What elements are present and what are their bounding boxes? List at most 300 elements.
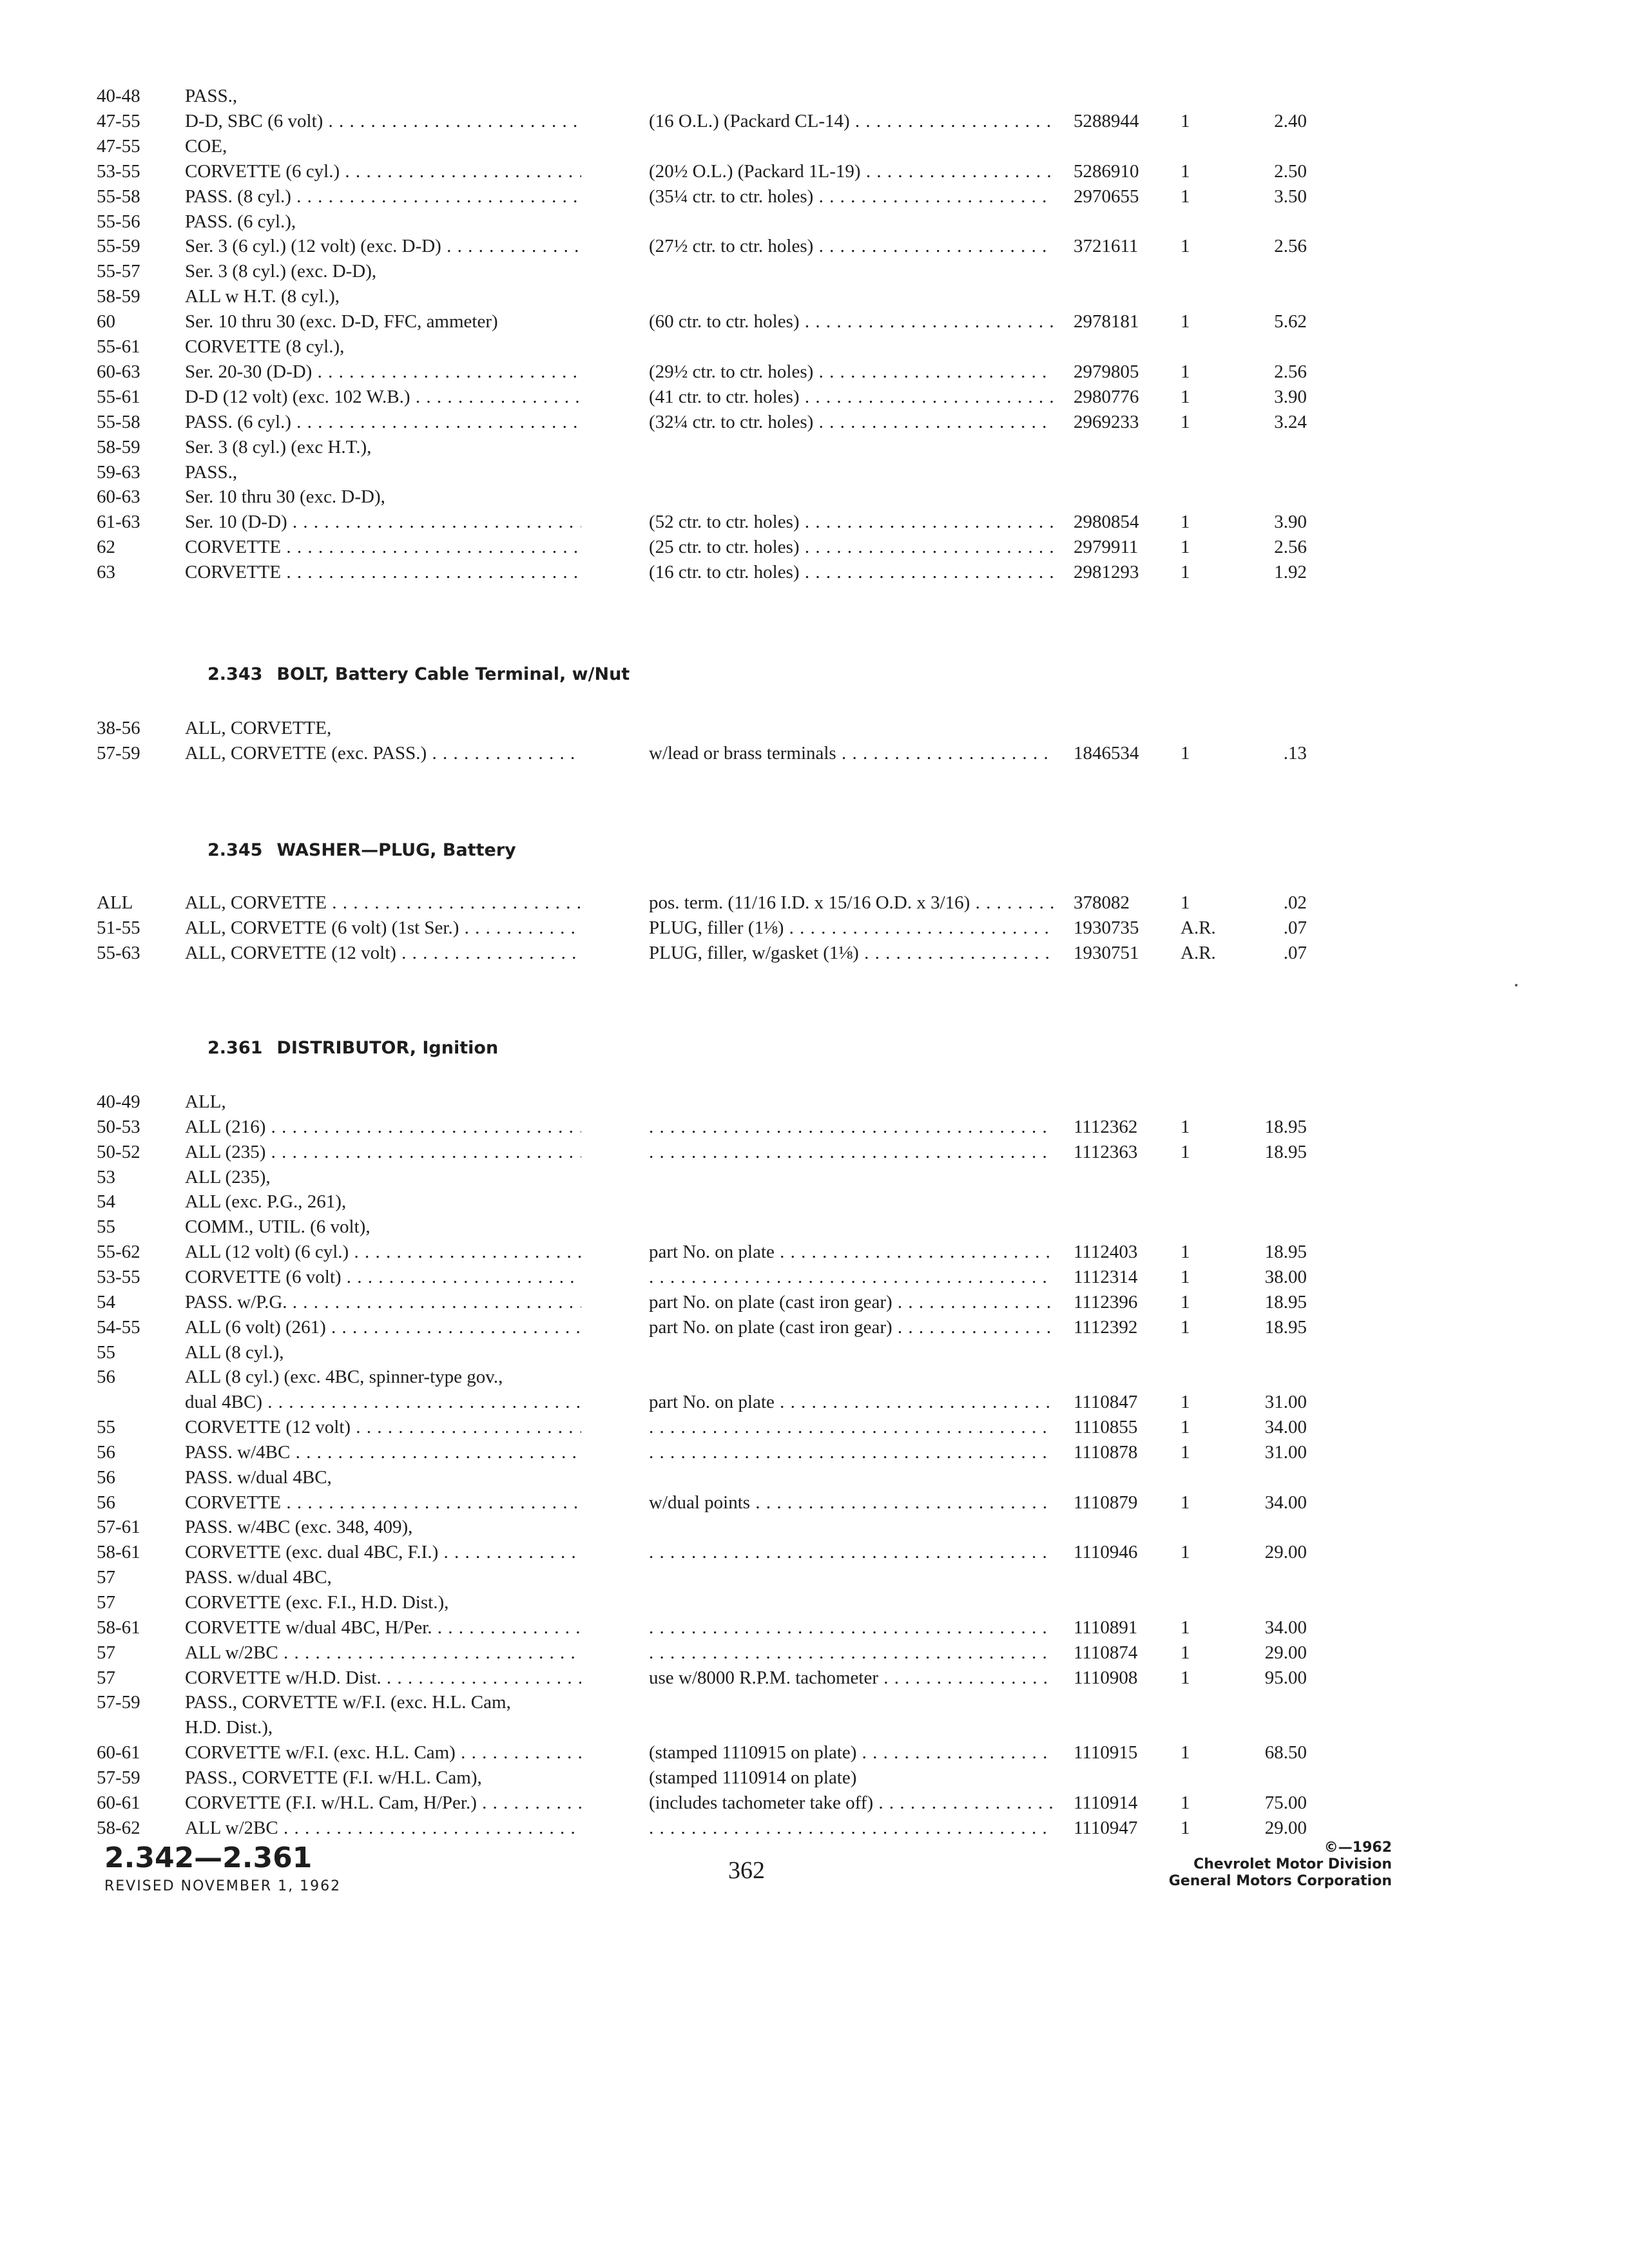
row-part-number-text: 1930735	[1074, 918, 1139, 938]
row-model	[185, 1189, 581, 1215]
row-quantity	[1181, 559, 1232, 585]
row-description	[649, 740, 1054, 766]
row-price	[1236, 740, 1307, 766]
row-model	[185, 284, 581, 309]
row-years	[97, 309, 180, 334]
leader-dots	[327, 892, 581, 913]
row-years-text: 50-52	[97, 1142, 140, 1162]
row-model-text: CORVETTE w/H.D. Dist.	[185, 1667, 381, 1688]
row-model	[185, 940, 581, 966]
row-description	[649, 1414, 1054, 1440]
row-description-text: part No. on plate	[649, 1242, 775, 1262]
leader-dots	[800, 562, 1054, 582]
row-part-number	[1074, 534, 1164, 560]
row-years-text: 58-62	[97, 1818, 140, 1838]
row-part-number	[1074, 1490, 1164, 1515]
row-part-number	[1074, 740, 1164, 766]
row-part-number	[1074, 233, 1164, 259]
row-price	[1236, 1239, 1307, 1265]
row-years	[97, 940, 180, 966]
row-model-text: ALL, CORVETTE (exc. PASS.)	[185, 743, 427, 764]
row-quantity	[1181, 915, 1232, 941]
row-description-text: (20½ O.L.) (Packard 1L-19)	[649, 161, 861, 182]
row-quantity	[1181, 359, 1232, 385]
row-part-number-text: 1112362	[1074, 1117, 1138, 1137]
leader-dots	[262, 1392, 581, 1412]
row-years-text: 55	[97, 1342, 115, 1363]
row-model-text: ALL (6 volt) (261)	[185, 1317, 326, 1338]
table-row	[0, 534, 1629, 560]
row-years-text: 57-59	[97, 1692, 140, 1713]
row-quantity-text: 1	[1181, 1242, 1190, 1262]
table-row	[0, 1715, 1629, 1740]
row-quantity	[1181, 159, 1232, 184]
row-years-text: 60-61	[97, 1792, 140, 1813]
row-description-text: (includes tachometer take off)	[649, 1792, 874, 1813]
row-years	[97, 359, 180, 385]
row-years	[97, 1439, 180, 1465]
table-row	[0, 133, 1629, 159]
row-price-text: 2.56	[1274, 236, 1307, 256]
row-years	[97, 258, 180, 284]
row-price	[1236, 1414, 1307, 1440]
row-model	[185, 1564, 581, 1590]
row-years	[97, 459, 180, 485]
section-title: BOLT, Battery Cable Terminal, w/Nut	[276, 664, 630, 684]
row-years	[97, 1164, 180, 1190]
row-quantity-text: 1	[1181, 1117, 1190, 1137]
row-quantity	[1181, 233, 1232, 259]
row-model	[185, 1514, 581, 1540]
leader-dots	[750, 1492, 1054, 1513]
row-model-text: ALL (216)	[185, 1117, 266, 1137]
row-price-text: 34.00	[1264, 1417, 1307, 1437]
row-model-text: Ser. 20-30 (D-D)	[185, 361, 313, 382]
row-years-text: 57	[97, 1667, 115, 1688]
row-model-text: D-D, SBC (6 volt)	[185, 111, 323, 131]
leader-dots	[287, 1292, 581, 1312]
leader-dots	[432, 1617, 581, 1638]
row-price	[1236, 1314, 1307, 1340]
row-years	[97, 559, 180, 585]
row-model-text: Ser. 3 (8 cyl.) (exc. D-D),	[185, 261, 377, 282]
table-row	[0, 384, 1629, 410]
row-price	[1236, 159, 1307, 184]
row-quantity-text: 1	[1181, 1142, 1190, 1162]
row-quantity	[1181, 1790, 1232, 1816]
row-years-text: 47-55	[97, 111, 140, 131]
row-years	[97, 509, 180, 535]
leader-dots	[892, 1292, 1054, 1312]
leader-dots	[278, 1642, 581, 1663]
table-row	[0, 1490, 1629, 1515]
row-part-number	[1074, 1139, 1164, 1165]
row-quantity	[1181, 1314, 1232, 1340]
table-row	[0, 559, 1629, 585]
row-price	[1236, 1389, 1307, 1415]
row-part-number-text: 2979911	[1074, 537, 1139, 557]
row-years	[97, 1089, 180, 1115]
row-model-text: COE,	[185, 136, 227, 157]
row-years	[97, 1139, 180, 1165]
row-part-number-text: 1110947	[1074, 1818, 1138, 1838]
row-price-text: .07	[1283, 943, 1307, 963]
row-years-text: 55-62	[97, 1242, 140, 1262]
row-model-text: CORVETTE	[185, 562, 282, 582]
row-quantity	[1181, 1439, 1232, 1465]
row-model	[185, 1715, 581, 1740]
row-model-text: ALL (8 cyl.),	[185, 1342, 284, 1363]
row-quantity-text: 1	[1181, 1542, 1190, 1562]
leader-dots	[649, 1142, 1054, 1162]
row-price	[1236, 233, 1307, 259]
row-quantity-text: 1	[1181, 1667, 1190, 1688]
row-price	[1236, 184, 1307, 209]
row-price	[1236, 940, 1307, 966]
row-quantity-text: 1	[1181, 361, 1190, 382]
row-price-text: 75.00	[1264, 1792, 1307, 1813]
row-model	[185, 184, 581, 209]
row-years-text: 57-59	[97, 1767, 140, 1788]
table-row	[0, 1665, 1629, 1691]
row-years	[97, 409, 180, 435]
row-description	[649, 915, 1054, 941]
row-quantity	[1181, 1815, 1232, 1841]
row-model	[185, 409, 581, 435]
row-description-text: (27½ ctr. to ctr. holes)	[649, 236, 814, 256]
row-years-text: 56	[97, 1492, 115, 1513]
row-years-text: 60-61	[97, 1742, 140, 1763]
row-part-number	[1074, 184, 1164, 209]
row-description	[649, 1239, 1054, 1265]
leader-dots	[427, 743, 581, 764]
row-description-text: (stamped 1110915 on plate)	[649, 1742, 857, 1763]
row-years-text: 57-61	[97, 1517, 140, 1537]
row-quantity-text: 1	[1181, 1818, 1190, 1838]
row-part-number-text: 1846534	[1074, 743, 1139, 764]
row-quantity-text: 1	[1181, 236, 1190, 256]
row-description-text: (25 ctr. to ctr. holes)	[649, 537, 800, 557]
row-price	[1236, 1539, 1307, 1565]
leader-dots	[278, 1818, 581, 1838]
row-model	[185, 384, 581, 410]
row-years-text: 55-58	[97, 412, 140, 432]
row-model-text: ALL (exc. P.G., 261),	[185, 1191, 347, 1212]
row-price	[1236, 1665, 1307, 1691]
row-years-text: 57	[97, 1567, 115, 1588]
row-model-text: PASS. (8 cyl.)	[185, 186, 291, 207]
row-part-number-text: 2979805	[1074, 361, 1139, 382]
table-row	[0, 434, 1629, 460]
row-model	[185, 1689, 581, 1715]
footer-publisher	[1057, 1840, 1392, 1890]
table-row	[0, 184, 1629, 209]
row-description	[649, 1439, 1054, 1465]
row-model	[185, 1439, 581, 1465]
row-years	[97, 1364, 180, 1390]
row-part-number-text: 1112363	[1074, 1142, 1138, 1162]
row-model	[185, 108, 581, 134]
leader-dots	[287, 512, 581, 532]
leader-dots	[351, 1417, 581, 1437]
table-row	[0, 258, 1629, 284]
scan-speck	[1515, 984, 1518, 986]
leader-dots	[813, 361, 1054, 382]
row-model-text: CORVETTE (6 cyl.)	[185, 161, 340, 182]
row-quantity-text: 1	[1181, 562, 1190, 582]
row-price-text: 18.95	[1264, 1117, 1307, 1137]
row-years	[97, 740, 180, 766]
table-row	[0, 1615, 1629, 1640]
row-model	[185, 509, 581, 535]
row-price-text: 2.56	[1274, 537, 1307, 557]
leader-dots	[326, 1317, 581, 1338]
row-model-text: CORVETTE (8 cyl.),	[185, 336, 345, 357]
table-row	[0, 1340, 1629, 1365]
row-description-text: (41 ctr. to ctr. holes)	[649, 387, 800, 407]
row-part-number-text: 1110908	[1074, 1667, 1138, 1688]
row-quantity-text: 1	[1181, 743, 1190, 764]
row-years	[97, 83, 180, 109]
section-number: 2.345	[207, 840, 263, 860]
row-years-text: 55-58	[97, 186, 140, 207]
row-part-number-text: 1110891	[1074, 1617, 1138, 1638]
row-price	[1236, 1439, 1307, 1465]
row-price-text: 3.24	[1274, 412, 1307, 432]
table-row	[0, 1439, 1629, 1465]
row-part-number	[1074, 1790, 1164, 1816]
row-years	[97, 1564, 180, 1590]
row-part-number	[1074, 1615, 1164, 1640]
row-part-number-text: 3721611	[1074, 236, 1139, 256]
leader-dots	[410, 387, 581, 407]
table-row	[0, 890, 1629, 916]
copyright-notice: ©—1962	[1324, 1840, 1392, 1856]
leader-dots	[850, 111, 1054, 131]
row-quantity-text: 1	[1181, 892, 1190, 913]
row-part-number-text: 2970655	[1074, 186, 1139, 207]
section-heading	[207, 662, 630, 687]
row-model	[185, 740, 581, 766]
row-price	[1236, 1490, 1307, 1515]
row-quantity	[1181, 1139, 1232, 1165]
table-row	[0, 1189, 1629, 1215]
row-quantity-text: 1	[1181, 311, 1190, 332]
row-part-number	[1074, 915, 1164, 941]
table-row	[0, 1289, 1629, 1315]
row-model	[185, 133, 581, 159]
row-model	[185, 1089, 581, 1115]
row-years	[97, 715, 180, 741]
row-quantity-text: 1	[1181, 186, 1190, 207]
row-years	[97, 1214, 180, 1240]
row-model-text: CORVETTE	[185, 537, 282, 557]
row-price	[1236, 1640, 1307, 1666]
row-years-text: 53	[97, 1167, 115, 1187]
row-part-number-text: 1110855	[1074, 1417, 1138, 1437]
row-years-text: 55	[97, 1216, 115, 1237]
row-quantity-text: 1	[1181, 1317, 1190, 1338]
row-model-text: CORVETTE (12 volt)	[185, 1417, 351, 1437]
row-part-number-text: 1110946	[1074, 1542, 1138, 1562]
row-years-text: 55-59	[97, 236, 140, 256]
row-model	[185, 1615, 581, 1640]
row-price	[1236, 1139, 1307, 1165]
row-description	[649, 1815, 1054, 1841]
leader-dots	[800, 512, 1054, 532]
row-quantity	[1181, 184, 1232, 209]
row-model-text: Ser. 10 thru 30 (exc. D-D, FFC, ammeter)	[185, 311, 498, 332]
row-part-number-text: 1110878	[1074, 1442, 1138, 1463]
row-model	[185, 534, 581, 560]
row-price-text: 18.95	[1264, 1142, 1307, 1162]
row-description-text: w/dual points	[649, 1492, 751, 1513]
leader-dots	[859, 943, 1054, 963]
row-years	[97, 1264, 180, 1290]
row-part-number	[1074, 309, 1164, 334]
row-years-text: 57	[97, 1642, 115, 1663]
table-row	[0, 740, 1629, 766]
row-part-number-text: 2980854	[1074, 512, 1139, 532]
leader-dots	[800, 311, 1054, 332]
row-years	[97, 334, 180, 360]
table-row	[0, 359, 1629, 385]
row-description	[649, 1289, 1054, 1315]
row-model-text: PASS. w/P.G.	[185, 1292, 287, 1312]
row-price	[1236, 559, 1307, 585]
row-quantity-text: 1	[1181, 412, 1190, 432]
row-model	[185, 434, 581, 460]
row-price-text: 95.00	[1264, 1667, 1307, 1688]
row-description-text: (52 ctr. to ctr. holes)	[649, 512, 800, 532]
row-quantity	[1181, 409, 1232, 435]
row-part-number	[1074, 359, 1164, 385]
row-part-number	[1074, 409, 1164, 435]
row-years	[97, 284, 180, 309]
row-years-text: 58-61	[97, 1542, 140, 1562]
row-description	[649, 1765, 1054, 1791]
row-part-number-text: 1110874	[1074, 1642, 1138, 1663]
row-model	[185, 1765, 581, 1791]
row-model	[185, 209, 581, 235]
row-model	[185, 334, 581, 360]
row-description	[649, 1640, 1054, 1666]
row-quantity-text: 1	[1181, 1442, 1190, 1463]
row-price	[1236, 108, 1307, 134]
row-description-text: (16 O.L.) (Packard CL-14)	[649, 111, 850, 131]
row-price	[1236, 309, 1307, 334]
row-years-text: 55-61	[97, 387, 140, 407]
row-model	[185, 890, 581, 916]
row-quantity	[1181, 1539, 1232, 1565]
row-description	[649, 1139, 1054, 1165]
page-number: 362	[728, 1857, 765, 1884]
row-years-text: 47-55	[97, 136, 140, 157]
row-model	[185, 1139, 581, 1165]
table-row	[0, 1414, 1629, 1440]
row-model-text: CORVETTE	[185, 1492, 282, 1513]
row-years-text: 57	[97, 1592, 115, 1613]
row-years-text: 50-53	[97, 1117, 140, 1137]
row-model-text: ALL, CORVETTE (12 volt)	[185, 943, 396, 963]
row-part-number	[1074, 1539, 1164, 1565]
row-years-text: 58-59	[97, 437, 140, 457]
row-years-text: ALL	[97, 892, 133, 913]
leader-dots	[892, 1317, 1054, 1338]
section-title: DISTRIBUTOR, Ignition	[276, 1038, 499, 1058]
row-quantity-text: A.R.	[1181, 943, 1216, 963]
row-model	[185, 1389, 581, 1415]
row-years-text: 56	[97, 1467, 115, 1488]
row-years	[97, 1289, 180, 1315]
row-description	[649, 184, 1054, 209]
row-price-text: 68.50	[1264, 1742, 1307, 1763]
table-row	[0, 1164, 1629, 1190]
row-part-number-text: 2980776	[1074, 387, 1139, 407]
row-quantity	[1181, 890, 1232, 916]
leader-dots	[775, 1392, 1054, 1412]
row-years-text: 54	[97, 1292, 115, 1312]
row-model-text: Ser. 3 (6 cyl.) (12 volt) (exc. D-D)	[185, 236, 441, 256]
row-part-number-text: 378082	[1074, 892, 1130, 913]
section-number: 2.343	[207, 664, 263, 684]
row-years-text: 55-63	[97, 943, 140, 963]
row-quantity-text: 1	[1181, 161, 1190, 182]
row-part-number-text: 1112396	[1074, 1292, 1138, 1312]
row-description-text: PLUG, filler (1⅛)	[649, 918, 784, 938]
row-quantity-text: 1	[1181, 1742, 1190, 1763]
row-part-number	[1074, 384, 1164, 410]
row-years-text: 55	[97, 1417, 115, 1437]
row-part-number	[1074, 1289, 1164, 1315]
row-price-text: 2.40	[1274, 111, 1307, 131]
row-description	[649, 534, 1054, 560]
leader-dots	[281, 1492, 581, 1513]
table-row	[0, 1089, 1629, 1115]
row-description-text: w/lead or brass terminals	[649, 743, 836, 764]
row-quantity	[1181, 1389, 1232, 1415]
table-row	[0, 83, 1629, 109]
row-price-text: .07	[1283, 918, 1307, 938]
row-years	[97, 1539, 180, 1565]
row-price	[1236, 890, 1307, 916]
row-model-text: CORVETTE (exc. dual 4BC, F.I.)	[185, 1542, 439, 1562]
row-quantity	[1181, 1289, 1232, 1315]
row-years	[97, 534, 180, 560]
table-row	[0, 715, 1629, 741]
table-row	[0, 309, 1629, 334]
row-model-text: PASS.,	[185, 462, 238, 483]
table-row	[0, 284, 1629, 309]
row-model	[185, 1314, 581, 1340]
row-years	[97, 1640, 180, 1666]
row-quantity	[1181, 534, 1232, 560]
row-price	[1236, 1289, 1307, 1315]
row-quantity	[1181, 1740, 1232, 1765]
row-quantity	[1181, 1490, 1232, 1515]
row-years-text: 51-55	[97, 918, 140, 938]
row-price-text: 34.00	[1264, 1617, 1307, 1638]
row-part-number-text: 1112392	[1074, 1317, 1138, 1338]
row-model	[185, 1414, 581, 1440]
row-description-text: (35¼ ctr. to ctr. holes)	[649, 186, 814, 207]
leader-dots	[813, 412, 1054, 432]
row-part-number-text: 1112403	[1074, 1242, 1138, 1262]
table-row	[0, 1590, 1629, 1615]
leader-dots	[441, 236, 581, 256]
row-description	[649, 559, 1054, 585]
row-model	[185, 1539, 581, 1565]
